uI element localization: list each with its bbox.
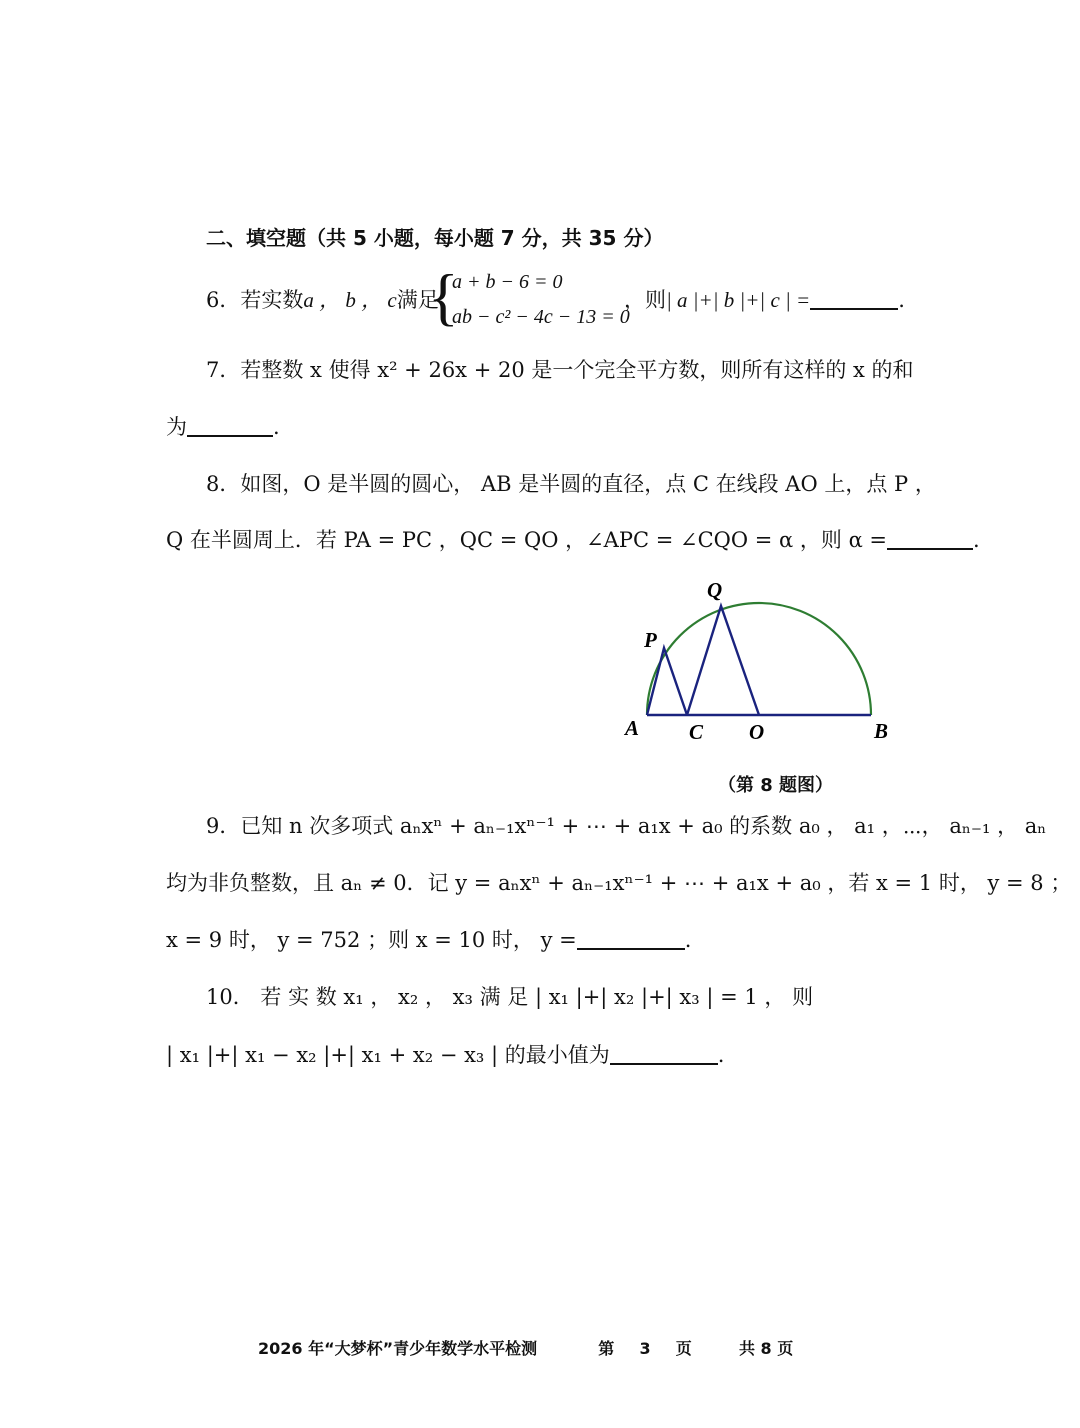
- q6-equation-1: a + b − 6 = 0: [452, 271, 563, 293]
- question-9: [206, 812, 1046, 840]
- q7-line1: 若整数 x 使得 x² + 26x + 20 是一个完全平方数，则所有这样的 x 的和: [240, 358, 914, 382]
- q7-number: 7．: [206, 358, 241, 382]
- figure-caption: （第 8 题图）: [718, 775, 834, 796]
- q9-line1: 已知 n 次多项式 aₙxⁿ + aₙ₋₁xⁿ⁻¹ + ⋯ + a₁x + a₀ 的系数 a₀ ， a₁ ，⋯， aₙ₋₁ ， aₙ: [240, 814, 1047, 838]
- label-o: O: [749, 720, 765, 744]
- q7-end: .: [273, 415, 280, 439]
- footer-total: 共 8 页: [738, 1339, 794, 1358]
- q9-end: .: [684, 928, 692, 952]
- q8-line1: 如图，O 是半圆的圆心， AB 是半圆的直径，点 C 在线段 AO 上，点 P ，: [240, 472, 936, 496]
- section-heading: 二、填空题（共 5 小题，每小题 7 分，共 35 分）: [206, 226, 664, 250]
- footer: [258, 1336, 793, 1359]
- q10-line2: | x₁ |+| x₁ − x₂ |+| x₁ + x₂ − x₃ | 的最小值为: [166, 1043, 610, 1067]
- q7-answer-blank[interactable]: [187, 417, 273, 437]
- question-7: [206, 356, 914, 384]
- question-6: [206, 286, 439, 314]
- q6-condition-word: 满足: [396, 288, 439, 312]
- footer-title: 2026 年“大梦杯”青少年数学水平检测: [258, 1339, 538, 1358]
- question-8: [206, 470, 936, 498]
- q8-line2: Q 在半圆周上．若 PA = PC ，QC = QO ，∠APC = ∠CQO = α ，则 α =: [166, 528, 888, 552]
- label-p: P: [644, 628, 657, 652]
- q10-number: 10: [206, 985, 233, 1009]
- question-9-line2: 均为非负整数，且 aₙ ≠ 0．记 y = aₙxⁿ + aₙ₋₁xⁿ⁻¹ + ⋯ + a₁x + a₀ ，若 x = 1 时， y = 8 ；: [166, 871, 1072, 895]
- question-8-line2: [166, 526, 980, 554]
- q6-prefix: 若实数: [240, 288, 304, 312]
- q8-end: .: [973, 528, 980, 552]
- label-a: A: [625, 716, 640, 740]
- label-q: Q: [707, 578, 723, 602]
- label-c: C: [689, 720, 704, 744]
- q9-answer-blank[interactable]: [577, 930, 685, 950]
- q9-number: 9．: [206, 814, 241, 838]
- q6-number: 6．: [206, 288, 241, 312]
- question-7-line2: [166, 413, 280, 441]
- label-b: B: [874, 719, 889, 743]
- q10-answer-blank[interactable]: [610, 1045, 718, 1065]
- q6-vars: a ， b ， c: [303, 288, 397, 312]
- q7-line2-prefix: 为: [166, 415, 187, 439]
- q9-line3: x = 9 时， y = 752 ；则 x = 10 时， y =: [166, 928, 577, 952]
- footer-page-number: 3: [639, 1339, 651, 1358]
- q6-expression: | a |+| b |+| c | =: [666, 288, 811, 312]
- q8-number: 8．: [206, 472, 241, 496]
- q6-system-brace: {: [428, 261, 459, 332]
- q6-answer-blank[interactable]: [810, 290, 898, 310]
- question-9-line3: [166, 926, 691, 954]
- footer-page-label: 第: [598, 1339, 615, 1358]
- q10-line1: ． 若 实 数 x₁ ， x₂ ， x₃ 满 足 | x₁ |+| x₂ |+| x₃ | = 1 ， 则: [232, 985, 814, 1009]
- q6-ask-word: ，则: [624, 288, 666, 312]
- q8-figure: [620, 575, 910, 750]
- q6-equation-2: ab − c² − 4c − 13 = 0: [452, 306, 630, 328]
- question-10: [206, 983, 813, 1011]
- question-10-line2: [166, 1041, 724, 1069]
- footer-page-unit: 页: [675, 1339, 692, 1358]
- q6-ask: [624, 286, 905, 314]
- q8-answer-blank[interactable]: [887, 530, 973, 550]
- q6-end: .: [898, 288, 905, 312]
- q10-end: .: [717, 1043, 725, 1067]
